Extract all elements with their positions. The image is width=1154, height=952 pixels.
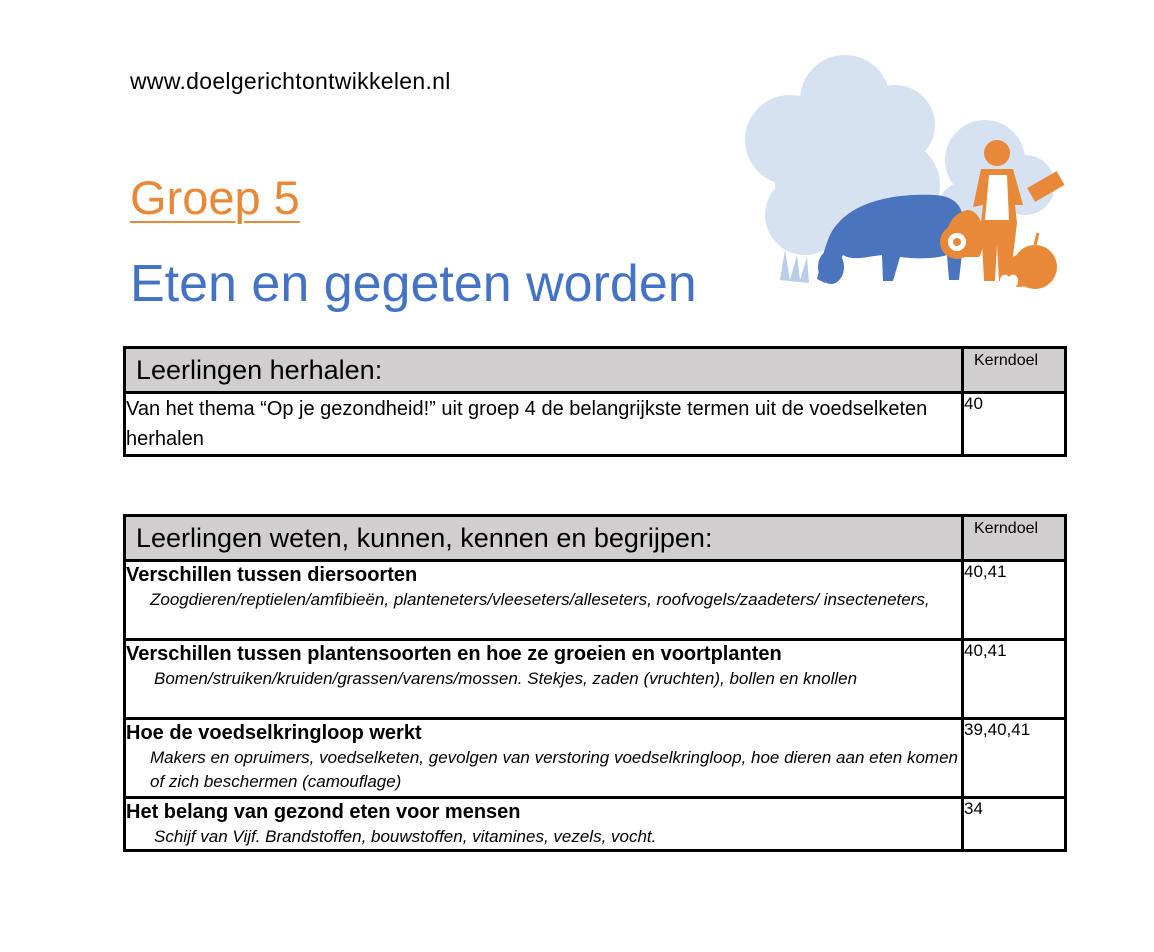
table-header-row xyxy=(125,348,1066,393)
goal-title: Het belang van gezond eten voor mensen xyxy=(126,801,521,823)
kerndoel-header: Kerndoel xyxy=(963,348,1066,393)
kerndoel-value: 39,40,41 xyxy=(963,719,1066,798)
kerndoel-header: Kerndoel xyxy=(963,516,1066,561)
learning-goals-table xyxy=(123,514,1067,852)
goal-description: Schijf van Vijf. Brandstoffen, bouwstoffen, vitamines, vezels, vocht. xyxy=(154,827,657,846)
kerndoel-value: 40,41 xyxy=(963,561,1066,640)
table-header: Leerlingen weten, kunnen, kennen en begrijpen: xyxy=(125,516,963,561)
goal-title: Verschillen tussen plantensoorten en hoe ze groeien en voortplanten xyxy=(126,643,782,665)
kerndoel-value: 40,41 xyxy=(963,640,1066,719)
goal-description: Makers en opruimers, voedselketen, gevolgen van verstoring voedselkringloop, hoe dieren aan eten komen of zich beschermen (camouflage) xyxy=(150,748,958,791)
goal-cell xyxy=(125,561,963,640)
kerndoel-value: 34 xyxy=(963,798,1066,851)
subject-title: Eten en gegeten worden xyxy=(130,255,697,313)
goal-text: Van het thema “Op je gezondheid!” uit groep 4 de belangrijkste termen uit de voedselketen herhalen xyxy=(125,393,963,456)
table-row xyxy=(125,393,1066,456)
goal-title: Verschillen tussen diersoorten xyxy=(126,564,418,586)
repeat-goals-table xyxy=(123,346,1067,457)
table-header: Leerlingen herhalen: xyxy=(125,348,963,393)
cloud-tree-cow-farmer-apple-illustration xyxy=(735,45,1075,310)
goal-description: Zoogdieren/reptielen/amfibieën, planteneters/vleeseters/alleseters, roofvogels/zaadeters/ insecteneters, xyxy=(150,590,930,609)
goal-cell xyxy=(125,798,963,851)
table-row xyxy=(125,719,1066,798)
goal-title: Hoe de voedselkringloop werkt xyxy=(126,722,422,744)
table-row xyxy=(125,798,1066,851)
website-url[interactable]: www.doelgerichtontwikkelen.nl xyxy=(130,68,451,94)
goal-cell xyxy=(125,719,963,798)
group-title: Groep 5 xyxy=(130,171,300,224)
table-row xyxy=(125,640,1066,719)
table-row xyxy=(125,561,1066,640)
table-header-row xyxy=(125,516,1066,561)
goal-description: Bomen/struiken/kruiden/grassen/varens/mossen. Stekjes, zaden (vruchten), bollen en knollen xyxy=(154,669,858,688)
kerndoel-value: 40 xyxy=(963,393,1066,456)
goal-cell xyxy=(125,640,963,719)
